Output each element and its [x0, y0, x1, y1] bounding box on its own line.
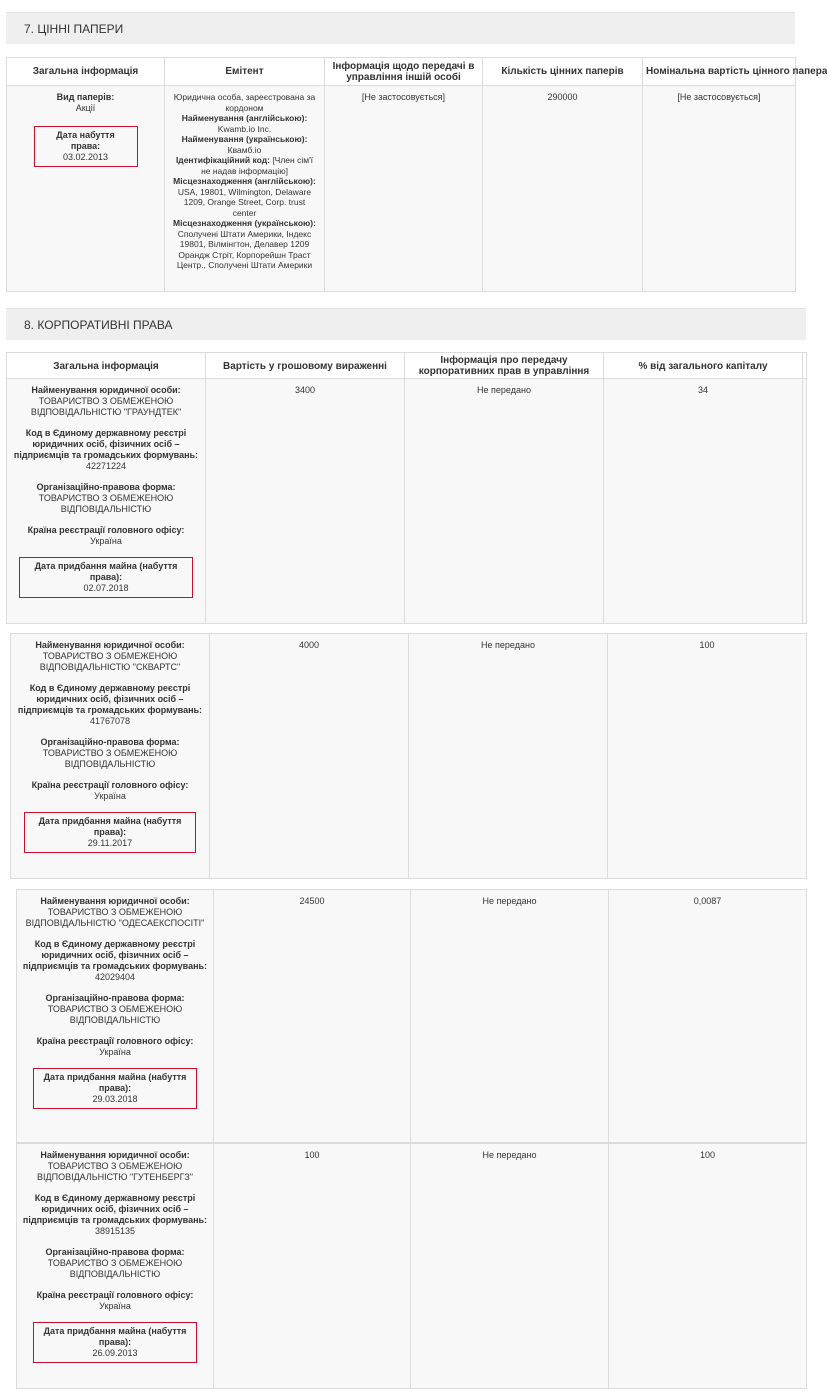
type-value: Акції [75, 103, 96, 113]
percent-cell: 34 [604, 379, 803, 624]
acquisition-date-label: Дата придбання майна (набуття права): [38, 816, 182, 837]
country: Україна [99, 1301, 131, 1311]
registry-code-label: Код в Єдиному державному реєстрі юридичних осіб, фізичних осіб – підприємців та громадських формувань: [17, 683, 203, 715]
acquisition-date-box [33, 1068, 197, 1109]
transfer-cell: Не передано [409, 634, 608, 879]
issuer-location-en: USA, 19801, Wilmington, Delaware 1209, Orange Street, Corp. trust center [177, 186, 312, 218]
registry-code-label: Код в Єдиному державному реєстрі юридичних осіб, фізичних осіб – підприємців та громадських формувань: [13, 428, 199, 460]
col-header-issuer: Емітент [165, 58, 325, 86]
acquisition-date-value: 29.11.2017 [87, 838, 133, 848]
transfer-cell: Не передано [405, 379, 604, 624]
transfer-cell: Не передано [411, 890, 609, 1143]
entity-name-label: Найменування юридичної особи: [35, 640, 185, 650]
type-label: Вид паперів: [56, 92, 115, 102]
table-row [6, 378, 807, 624]
entity-name: ТОВАРИСТВО З ОБМЕЖЕНОЮ ВІДПОВІДАЛЬНІСТЮ "ОДЕСАЕКСПОСІТІ" [25, 907, 205, 928]
acquisition-date-box [19, 557, 193, 598]
entity-name: ТОВАРИСТВО З ОБМЕЖЕНОЮ ВІДПОВІДАЛЬНІСТЮ "ГУТЕНБЕРГЗ" [37, 1161, 193, 1182]
col-header-transfer: Інформація щодо передачі в управління іншій особі [325, 58, 483, 86]
issuer-intro: Юридична особа, зареєстрована за кордоном [173, 92, 316, 113]
general-info-cell [7, 379, 206, 624]
percent-cell: 100 [608, 634, 807, 879]
section-8-header [6, 308, 806, 340]
corporate-rights-header-table [6, 352, 807, 380]
section-7-title: 7. ЦІННІ ПАПЕРИ [24, 22, 124, 36]
legal-form: ТОВАРИСТВО З ОБМЕЖЕНОЮ ВІДПОВІДАЛЬНІСТЮ [47, 1004, 183, 1025]
table-row [10, 633, 807, 879]
general-info-cell [11, 634, 210, 879]
col-header-quantity: Кількість цінних паперів [483, 58, 643, 86]
acquisition-date-label: Дата придбання майна (набуття права): [34, 561, 178, 582]
country-label: Країна реєстрації головного офісу: [31, 780, 189, 790]
table-row [16, 1143, 807, 1389]
issuer-location-en-label: Місцезнаходження (англійською): [173, 176, 316, 186]
acquisition-date-value: 26.09.2013 [92, 1348, 138, 1358]
value-cell: 24500 [214, 890, 411, 1143]
col-header-nominal: Номінальна вартість цінного папера [643, 58, 796, 86]
securities-table [6, 57, 827, 292]
section-8-title: 8. КОРПОРАТИВНІ ПРАВА [24, 318, 173, 332]
percent-cell: 100 [609, 1144, 807, 1389]
issuer-name-en-label: Найменування (англійською): [181, 113, 308, 123]
registry-code: 41767078 [89, 716, 131, 726]
section-7-header [6, 12, 795, 44]
issuer-location-ua: Сполучені Штати Америки, Індекс 19801, Вілмінгтон, Делавер 1209 Орандж Стріт, Корпорейшн Траст Центр., Сполучені Штати Америки [176, 228, 313, 270]
issuer-name-en: Kwamb.io Inc. [217, 123, 272, 134]
value-cell: 100 [214, 1144, 411, 1389]
col-header-general: Загальна інформація [7, 58, 165, 86]
issuer-name-ua: Квамб.іо [227, 144, 262, 155]
general-info-cell [17, 890, 214, 1143]
entity-name: ТОВАРИСТВО З ОБМЕЖЕНОЮ ВІДПОВІДАЛЬНІСТЮ "ГРАУНДТЕК" [30, 396, 182, 417]
country-label: Країна реєстрації головного офісу: [27, 525, 185, 535]
value-cell: 4000 [210, 634, 409, 879]
issuer-id-value: [Член сім'ї не надав інформацію] [201, 155, 314, 176]
registry-code: 42271224 [85, 461, 127, 471]
table-row [7, 86, 796, 292]
acquisition-date-label: Дата набуття права: [56, 130, 115, 151]
col-header-value: Вартість у грошовому вираженні [206, 353, 405, 380]
header-spacer [803, 353, 807, 380]
legal-form: ТОВАРИСТВО З ОБМЕЖЕНОЮ ВІДПОВІДАЛЬНІСТЮ [47, 1258, 183, 1279]
value-cell: 3400 [206, 379, 405, 624]
registry-code: 38915135 [94, 1226, 136, 1236]
registry-code: 42029404 [94, 972, 136, 982]
quantity-cell: 290000 [483, 86, 643, 292]
legal-form-label: Організаційно-правова форма: [40, 737, 180, 747]
transfer-cell: Не передано [411, 1144, 609, 1389]
legal-form: ТОВАРИСТВО З ОБМЕЖЕНОЮ ВІДПОВІДАЛЬНІСТЮ [42, 748, 178, 769]
issuer-name-ua-label: Найменування (українською): [181, 134, 308, 144]
acquisition-date-value: 02.07.2018 [83, 583, 129, 593]
country-label: Країна реєстрації головного офісу: [36, 1036, 194, 1046]
table-row [16, 889, 807, 1143]
country: Україна [90, 536, 122, 546]
entity-name-label: Найменування юридичної особи: [31, 385, 181, 395]
entity-name-label: Найменування юридичної особи: [40, 896, 190, 906]
acquisition-date-label: Дата придбання майна (набуття права): [43, 1072, 187, 1093]
country: Україна [99, 1047, 131, 1057]
acquisition-date-box [33, 1322, 197, 1363]
general-info-cell [7, 86, 165, 292]
general-info-cell [17, 1144, 214, 1389]
legal-form: ТОВАРИСТВО З ОБМЕЖЕНОЮ ВІДПОВІДАЛЬНІСТЮ [38, 493, 174, 514]
acquisition-date-value: 29.03.2018 [92, 1094, 138, 1104]
col-header-general: Загальна інформація [7, 353, 206, 380]
acquisition-date-value: 03.02.2013 [62, 152, 109, 162]
registry-code-label: Код в Єдиному державному реєстрі юридичних осіб, фізичних осіб – підприємців та громадських формувань: [22, 939, 208, 971]
col-header-transfer: Інформація про передачу корпоративних прав в управління [405, 353, 604, 380]
legal-form-label: Організаційно-правова форма: [45, 993, 185, 1003]
country: Україна [94, 791, 126, 801]
legal-form-label: Організаційно-правова форма: [36, 482, 176, 492]
col-header-percent: % від загального капіталу [604, 353, 803, 380]
row-spacer [803, 379, 807, 624]
entity-name: ТОВАРИСТВО З ОБМЕЖЕНОЮ ВІДПОВІДАЛЬНІСТЮ "СКВАРТС" [39, 651, 181, 672]
acquisition-date-box [24, 812, 196, 853]
entity-name-label: Найменування юридичної особи: [40, 1150, 190, 1160]
issuer-cell [165, 86, 325, 292]
issuer-id-label: Ідентифікаційний код: [175, 155, 270, 165]
nominal-cell: [Не застосовується] [643, 86, 796, 292]
country-label: Країна реєстрації головного офісу: [36, 1290, 194, 1300]
acquisition-date-box [34, 126, 138, 167]
registry-code-label: Код в Єдиному державному реєстрі юридичних осіб, фізичних осіб – підприємців та громадських формувань: [22, 1193, 208, 1225]
legal-form-label: Організаційно-правова форма: [45, 1247, 185, 1257]
issuer-location-ua-label: Місцезнаходження (українською): [173, 218, 316, 228]
acquisition-date-label: Дата придбання майна (набуття права): [43, 1326, 187, 1347]
percent-cell: 0,0087 [609, 890, 807, 1143]
transfer-cell: [Не застосовується] [325, 86, 483, 292]
